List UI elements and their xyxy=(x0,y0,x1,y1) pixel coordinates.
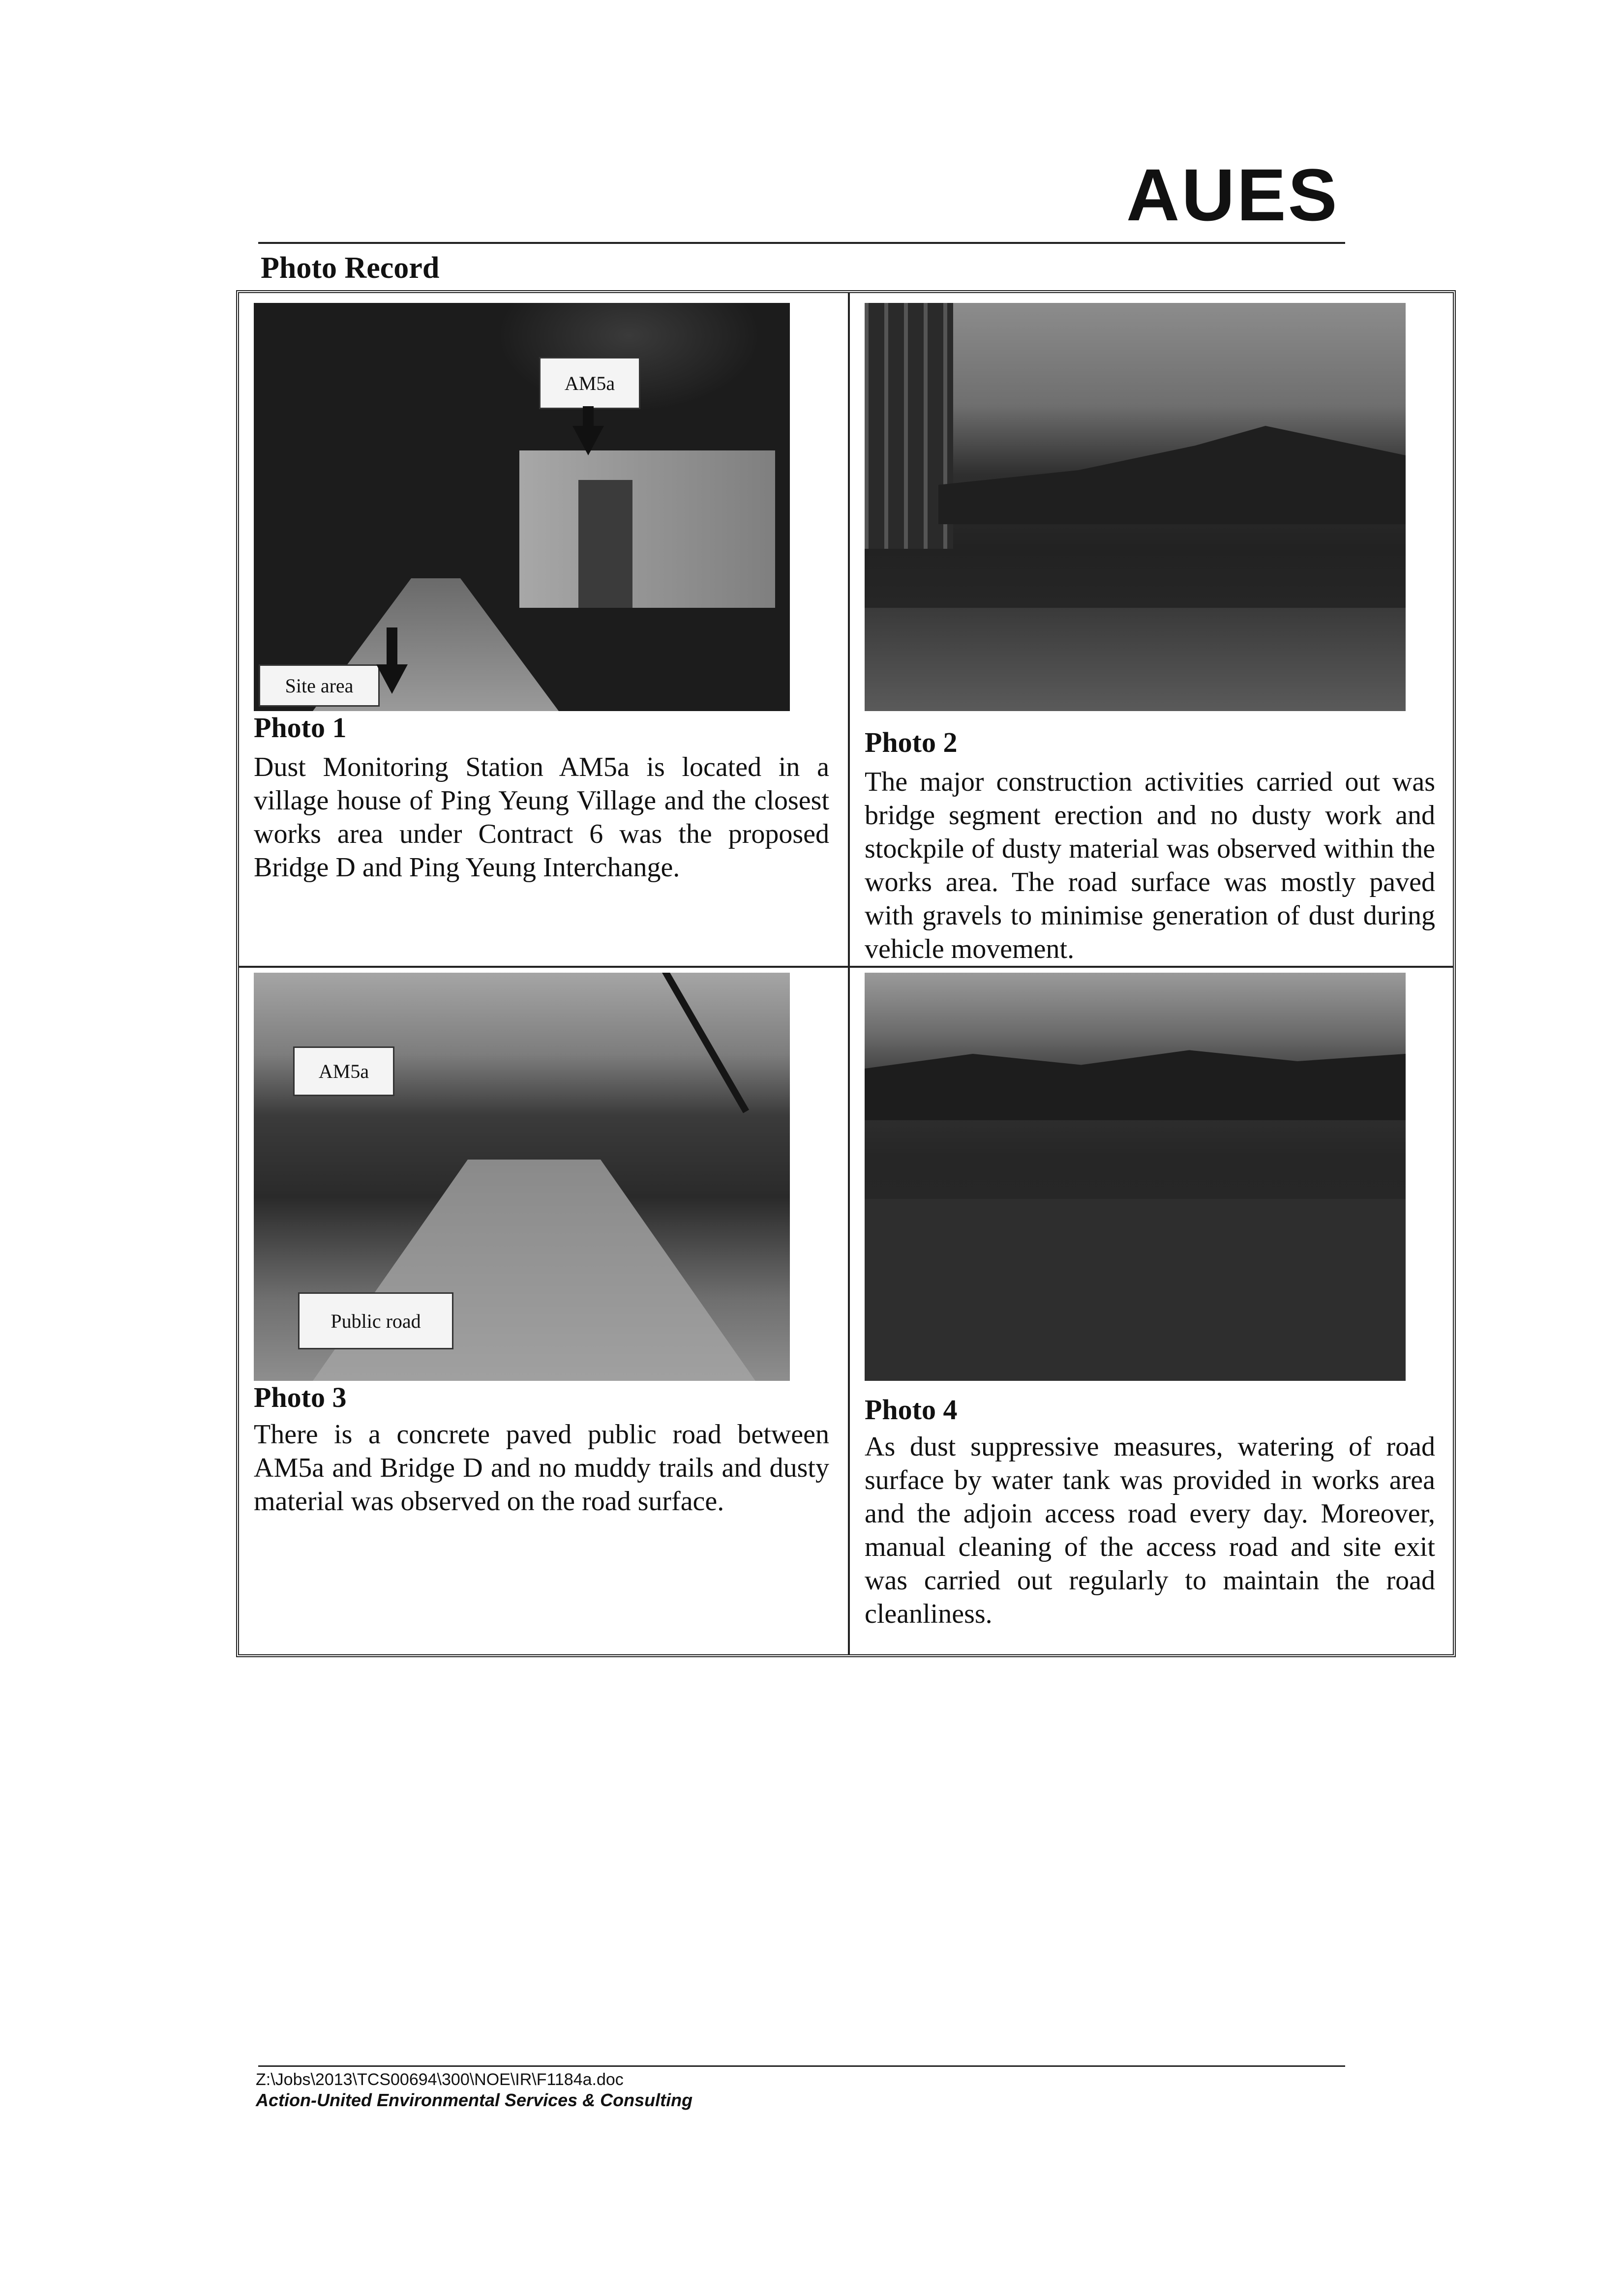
label-public-road: Public road xyxy=(298,1292,453,1349)
photo-3-title: Photo 3 xyxy=(254,1381,347,1413)
crane-boom xyxy=(662,973,749,1113)
photo-1-caption: Dust Monitoring Station AM5a is located in a village house of Ping Yeung Village and the closest works area under Contract 6 was the proposed Bridge D and Ping Yeung Interchange. xyxy=(254,752,829,883)
photo-cell-3 xyxy=(239,968,848,1656)
footer-rule xyxy=(258,2065,1345,2067)
header-rule xyxy=(258,242,1345,244)
photo-4-title: Photo 4 xyxy=(865,1394,958,1426)
doorway xyxy=(578,480,632,608)
ground-area xyxy=(865,1199,1406,1381)
label-am5a: AM5a xyxy=(539,357,640,409)
arrow-down-icon xyxy=(376,664,408,694)
hill-silhouette xyxy=(938,426,1406,524)
label-site-area: Site area xyxy=(259,664,380,707)
photo-cell-4 xyxy=(850,968,1456,1656)
ground-area xyxy=(865,608,1406,711)
photo-2-image xyxy=(865,303,1406,711)
photo-cell-1 xyxy=(239,293,848,966)
photo-3-image xyxy=(254,973,790,1381)
arrow-stem-site xyxy=(387,627,397,667)
company-logo: AUES xyxy=(1126,153,1339,236)
page-title: Photo Record xyxy=(261,251,440,285)
photo-2-title: Photo 2 xyxy=(865,726,958,758)
building-wall xyxy=(519,450,775,608)
photo-1-title: Photo 1 xyxy=(254,712,347,744)
hill-silhouette xyxy=(865,1046,1406,1120)
label-am5a: AM5a xyxy=(293,1046,394,1096)
photo-3-caption: There is a concrete paved public road between AM5a and Bridge D and no muddy trails and dusty material was observed on the road surface. xyxy=(254,1419,829,1517)
arrow-down-icon xyxy=(572,426,604,455)
photo-table xyxy=(236,290,1456,1657)
photo-4-image xyxy=(865,973,1406,1381)
photo-1-image xyxy=(254,303,790,711)
photo-cell-2 xyxy=(850,293,1456,966)
photo-2-caption: The major construction activities carried out was bridge segment erection and no dusty work and stockpile of dusty material was observed within the works area. The road surface was mostly paved with gravels to minimise generation of dust during vehicle movement. xyxy=(865,767,1435,964)
photo-4-caption: As dust suppressive measures, watering of road surface by water tank was provided in works area and the adjoin access road every day. Moreover, manual cleaning of the access road and site exit was carried out regularly to maintain the road cleanliness. xyxy=(865,1431,1435,1629)
arrow-stem-am5a xyxy=(583,406,594,428)
footer-company-name: Action-United Environmental Services & Consulting xyxy=(256,2090,693,2110)
footer-file-path: Z:\Jobs\2013\TCS00694\300\NOE\IR\F1184a.doc xyxy=(256,2070,624,2089)
